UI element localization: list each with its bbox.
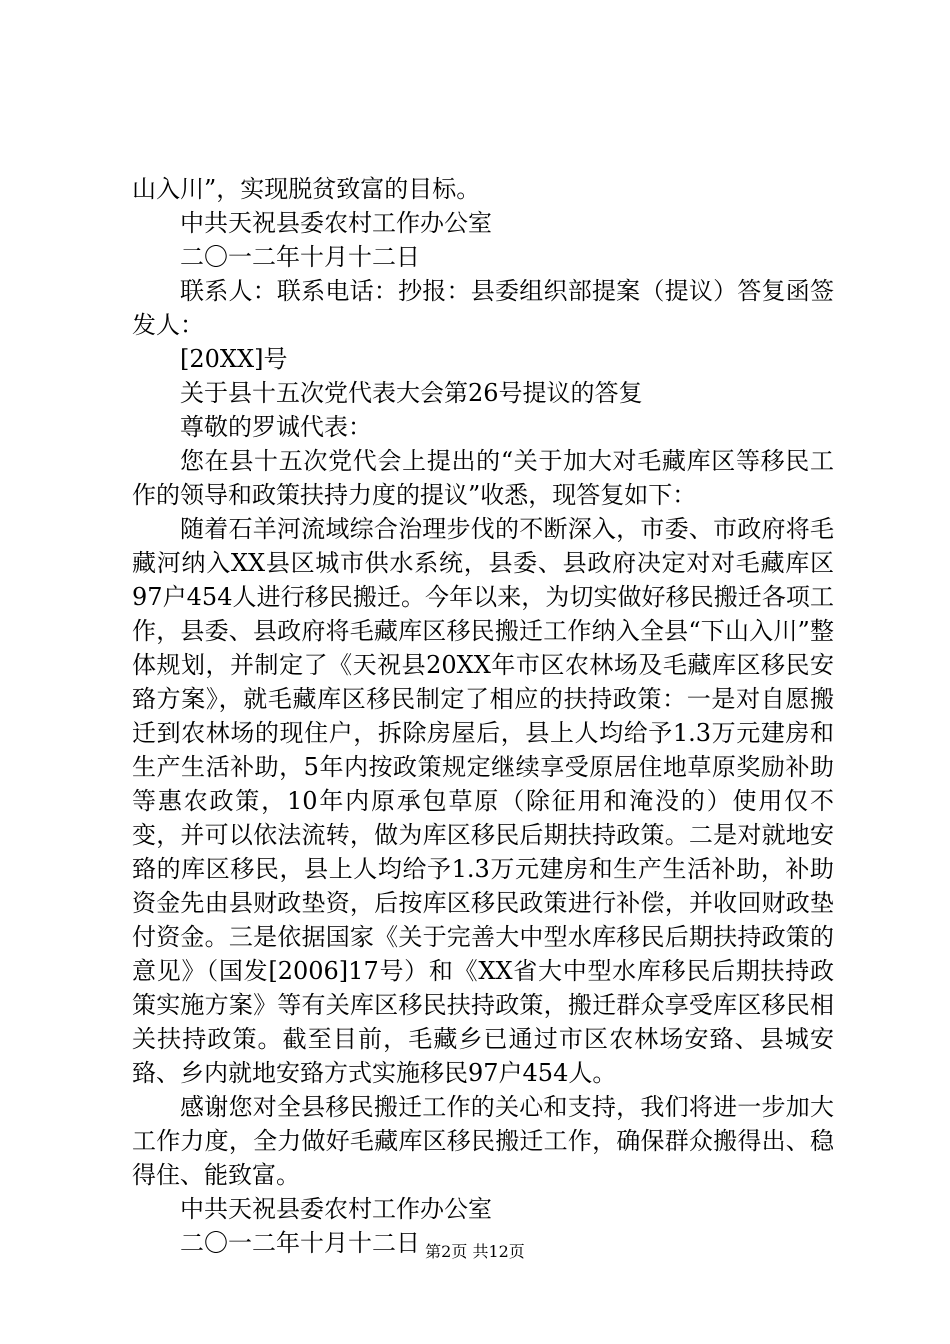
document-number: [20XX]号 xyxy=(180,345,288,373)
date-line: 二〇一二年十月十二日 xyxy=(180,243,420,271)
paragraph-continuation: 山入川”，实现脱贫致富的目标。 xyxy=(132,175,481,203)
paragraph-intro: 您在县十五次党代会上提出的“关于加大对毛藏库区等移民工作的领导和政策扶持力度的提议”收悉，现答复如下： xyxy=(132,447,834,509)
signature-date: 二〇一二年十月十二日 xyxy=(180,1229,420,1257)
document-body xyxy=(132,172,834,1260)
signature-office: 中共天祝县委农村工作办公室 xyxy=(180,1195,492,1223)
paragraph-thanks: 感谢您对全县移民搬迁工作的关心和支持，我们将进一步加大工作力度，全力做好毛藏库区移民搬迁工作，确保群众搬得出、稳得住、能致富。 xyxy=(132,1093,834,1189)
contact-line: 联系人：联系电话：抄报：县委组织部提案（提议）答复函签发人： xyxy=(132,277,834,339)
reply-title: 关于县十五次党代表大会第26号提议的答复 xyxy=(180,379,643,407)
sender-office: 中共天祝县委农村工作办公室 xyxy=(180,209,492,237)
page-number: 第2页 共12页 xyxy=(425,1242,525,1261)
paragraph-main: 随着石羊河流域综合治理步伐的不断深入，市委、市政府将毛藏河纳入XX县区城市供水系统，县委、县政府决定对对毛藏库区97户454人进行移民搬迁。今年以来，为切实做好移民搬迁各项工作，县委、县政府将毛藏库区移民搬迁工作纳入全县“下山入川”整体规划，并制定了《天祝县20XX年市区农林场及毛藏库区移民安臵方案》，就毛藏库区移民制定了相应的扶持政策：一是对自愿搬迁到农林场的现住户，拆除房屋后，县上人均给予1.3万元建房和生产生活补助，5年内按政策规定继续享受原居住地草原奖励补助等惠农政策，10年内原承包草原（除征用和淹没的）使用仅不变，并可以依法流转，做为库区移民后期扶持政策。二是对就地安臵的库区移民，县上人均给予1.3万元建房和生产生活补助，补助资金先由县财政垫资，后按库区移民政策进行补偿，并收回财政垫付资金。三是依据国家《关于完善大中型水库移民后期扶持政策的意见》（国发[2006]17号）和《XX省大中型水库移民后期扶持政策实施方案》等有关库区移民扶持政策，搬迁群众享受库区移民相关扶持政策。截至目前，毛藏乡已通过市区农林场安臵、县城安臵、乡内就地安臵方式实施移民97户454人。 xyxy=(132,515,834,1087)
salutation: 尊敬的罗诚代表： xyxy=(180,413,372,441)
